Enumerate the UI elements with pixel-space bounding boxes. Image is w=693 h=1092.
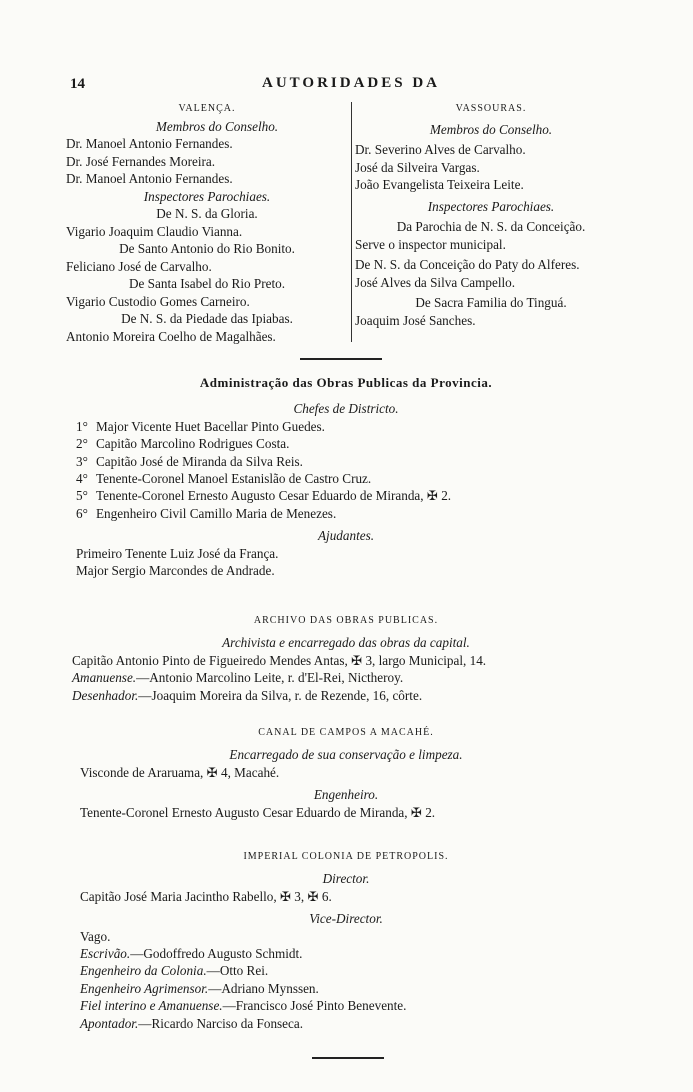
staff-line — [80, 997, 616, 1014]
left-member: Dr. José Fernandes Moreira. — [66, 153, 216, 169]
canal-engineer-heading: Engenheiro. — [313, 787, 379, 803]
chef-row — [76, 453, 616, 470]
left-column — [66, 100, 348, 345]
director-line: Capitão José Maria Jacintho Rabello, ✠ 3, ✠ 6. — [80, 888, 332, 904]
left-member: Dr. Manoel Antonio Fernandes. — [66, 136, 233, 151]
staff-name: —Francisco José Pinto Benevente. — [222, 998, 407, 1014]
chef-number: 5° — [76, 488, 88, 504]
chef-name: Major Vicente Huet Bacellar Pinto Guedes. — [96, 418, 325, 434]
left-member: Dr. Manoel Antonio Fernandes. — [66, 171, 233, 186]
page-number: 14 — [70, 76, 85, 92]
archivo-label: Amanuense. — [72, 670, 137, 686]
right-inspector: Joaquim José Sanches. — [355, 312, 476, 328]
right-inspector: José Alves da Silva Campello. — [355, 274, 516, 290]
chef-row — [76, 435, 616, 452]
staff-name: —Adriano Mynssen. — [208, 980, 319, 996]
right-member: José da Silveira Vargas. — [355, 159, 480, 175]
chef-row — [76, 470, 616, 487]
right-inspector: Serve o inspector municipal. — [355, 236, 506, 252]
archivo-label: Desenhador. — [72, 687, 139, 703]
left-inspector: Vigario Custodio Gomes Carneiro. — [66, 293, 250, 309]
right-member: João Evangelista Teixeira Leite. — [355, 177, 524, 192]
right-inspectors-heading: Inspectores Parochiaes. — [427, 198, 555, 214]
chef-row — [76, 418, 616, 435]
staff-line — [80, 1015, 616, 1032]
chef-name: Tenente-Coronel Manoel Estanislão de Castro Cruz. — [96, 471, 372, 487]
section-rule — [300, 358, 382, 360]
ajudante-line: Primeiro Tenente Luiz José da França. — [76, 545, 279, 561]
staff-name: —Ricardo Narciso da Fonseca. — [138, 1015, 304, 1031]
chef-name: Engenheiro Civil Camillo Maria de Menezes. — [96, 505, 337, 521]
left-inspector: Feliciano José de Carvalho. — [66, 258, 212, 274]
archivo-line — [72, 652, 616, 669]
ajudantes-heading: Ajudantes. — [317, 528, 375, 544]
running-head: AUTORIDADES DA — [262, 75, 440, 91]
chef-row — [76, 505, 616, 522]
right-parish: Da Parochia de N. S. da Conceição. — [396, 219, 586, 234]
archivo-subheading: Archivista e encarregado das obras da capital. — [222, 635, 470, 651]
canal-subheading: Encarregado de sua conservação e limpeza. — [229, 747, 463, 763]
staff-name: —Otto Rei. — [206, 963, 269, 979]
archivo-text: —Joaquim Moreira da Silva, r. de Rezende, 16, côrte. — [138, 687, 423, 703]
archivo-heading: ARCHIVO DAS OBRAS PUBLICAS. — [253, 615, 439, 626]
archivo-line — [72, 687, 616, 704]
closing-rule — [312, 1057, 384, 1059]
left-inspector: Antonio Moreira Coelho de Magalhães. — [66, 328, 276, 344]
staff-label: Apontador. — [80, 1015, 139, 1031]
canal-section — [76, 724, 616, 821]
chefs-heading: Chefes de Districto. — [293, 401, 399, 417]
archivo-section — [72, 612, 616, 704]
right-parish: De Sacra Familia do Tinguá. — [415, 295, 567, 310]
archivo-text: Capitão Antonio Pinto de Figueiredo Mendes Antas, ✠ 3, largo Municipal, 14. — [72, 652, 487, 668]
right-member: Dr. Severino Alves de Carvalho. — [355, 142, 526, 157]
staff-label: Engenheiro da Colonia. — [80, 963, 207, 979]
staff-line — [80, 945, 616, 962]
left-inspector: Vigario Joaquim Claudio Vianna. — [66, 223, 243, 239]
right-parish: De N. S. da Conceição do Paty do Alferes. — [355, 257, 580, 272]
director-heading: Director. — [322, 871, 370, 887]
vice-director-line: Vago. — [80, 928, 111, 944]
canal-heading: CANAL DE CAMPOS A MACAHÉ. — [258, 727, 434, 738]
chef-number: 1° — [76, 418, 88, 434]
staff-line — [80, 962, 616, 979]
column-divider — [351, 102, 352, 342]
staff-label: Escrivão. — [80, 946, 131, 962]
staff-line — [80, 980, 616, 997]
chef-name: Capitão Marcolino Rodrigues Costa. — [96, 436, 290, 452]
chef-row — [76, 487, 616, 504]
chef-name: Tenente-Coronel Ernesto Augusto Cesar Eduardo de Miranda, ✠ 2. — [96, 488, 452, 504]
left-parish: De N. S. da Gloria. — [156, 206, 258, 221]
vice-director-heading: Vice-Director. — [309, 911, 383, 927]
right-members-heading: Membros do Conselho. — [429, 121, 553, 137]
left-parish: De N. S. da Piedade das Ipiabas. — [121, 311, 293, 326]
chef-number: 6° — [76, 505, 88, 521]
administration-title: Administração das Obras Publicas da Provincia. — [199, 375, 493, 390]
staff-name: —Godoffredo Augusto Schmidt. — [130, 946, 303, 962]
canal-line: Visconde de Araruama, ✠ 4, Macahé. — [80, 764, 280, 780]
left-inspectors-heading: Inspectores Parochiaes. — [143, 188, 271, 204]
administration-section — [76, 374, 616, 579]
chef-number: 2° — [76, 436, 88, 452]
left-members-heading: Membros do Conselho. — [155, 118, 279, 134]
left-parish: De Santo Antonio do Rio Bonito. — [119, 241, 295, 256]
archivo-text: —Antonio Marcolino Leite, r. d'El-Rei, Nictheroy. — [136, 670, 404, 686]
chef-number: 3° — [76, 453, 88, 469]
right-column — [355, 100, 627, 329]
right-column-heading: VASSOURAS. — [455, 103, 527, 114]
colonia-section — [76, 848, 616, 1032]
ajudante-line: Major Sergio Marcondes de Andrade. — [76, 563, 275, 579]
left-parish: De Santa Isabel do Rio Preto. — [128, 276, 286, 291]
chef-name: Capitão José de Miranda da Silva Reis. — [96, 453, 303, 469]
staff-label: Engenheiro Agrimensor. — [80, 980, 209, 996]
chef-number: 4° — [76, 471, 88, 487]
staff-label: Fiel interino e Amanuense. — [80, 998, 223, 1014]
colonia-heading: IMPERIAL COLONIA DE PETROPOLIS. — [243, 851, 449, 862]
canal-line: Tenente-Coronel Ernesto Augusto Cesar Eduardo de Miranda, ✠ 2. — [80, 804, 436, 820]
archivo-line — [72, 669, 616, 686]
left-column-heading: VALENÇA. — [178, 103, 236, 114]
